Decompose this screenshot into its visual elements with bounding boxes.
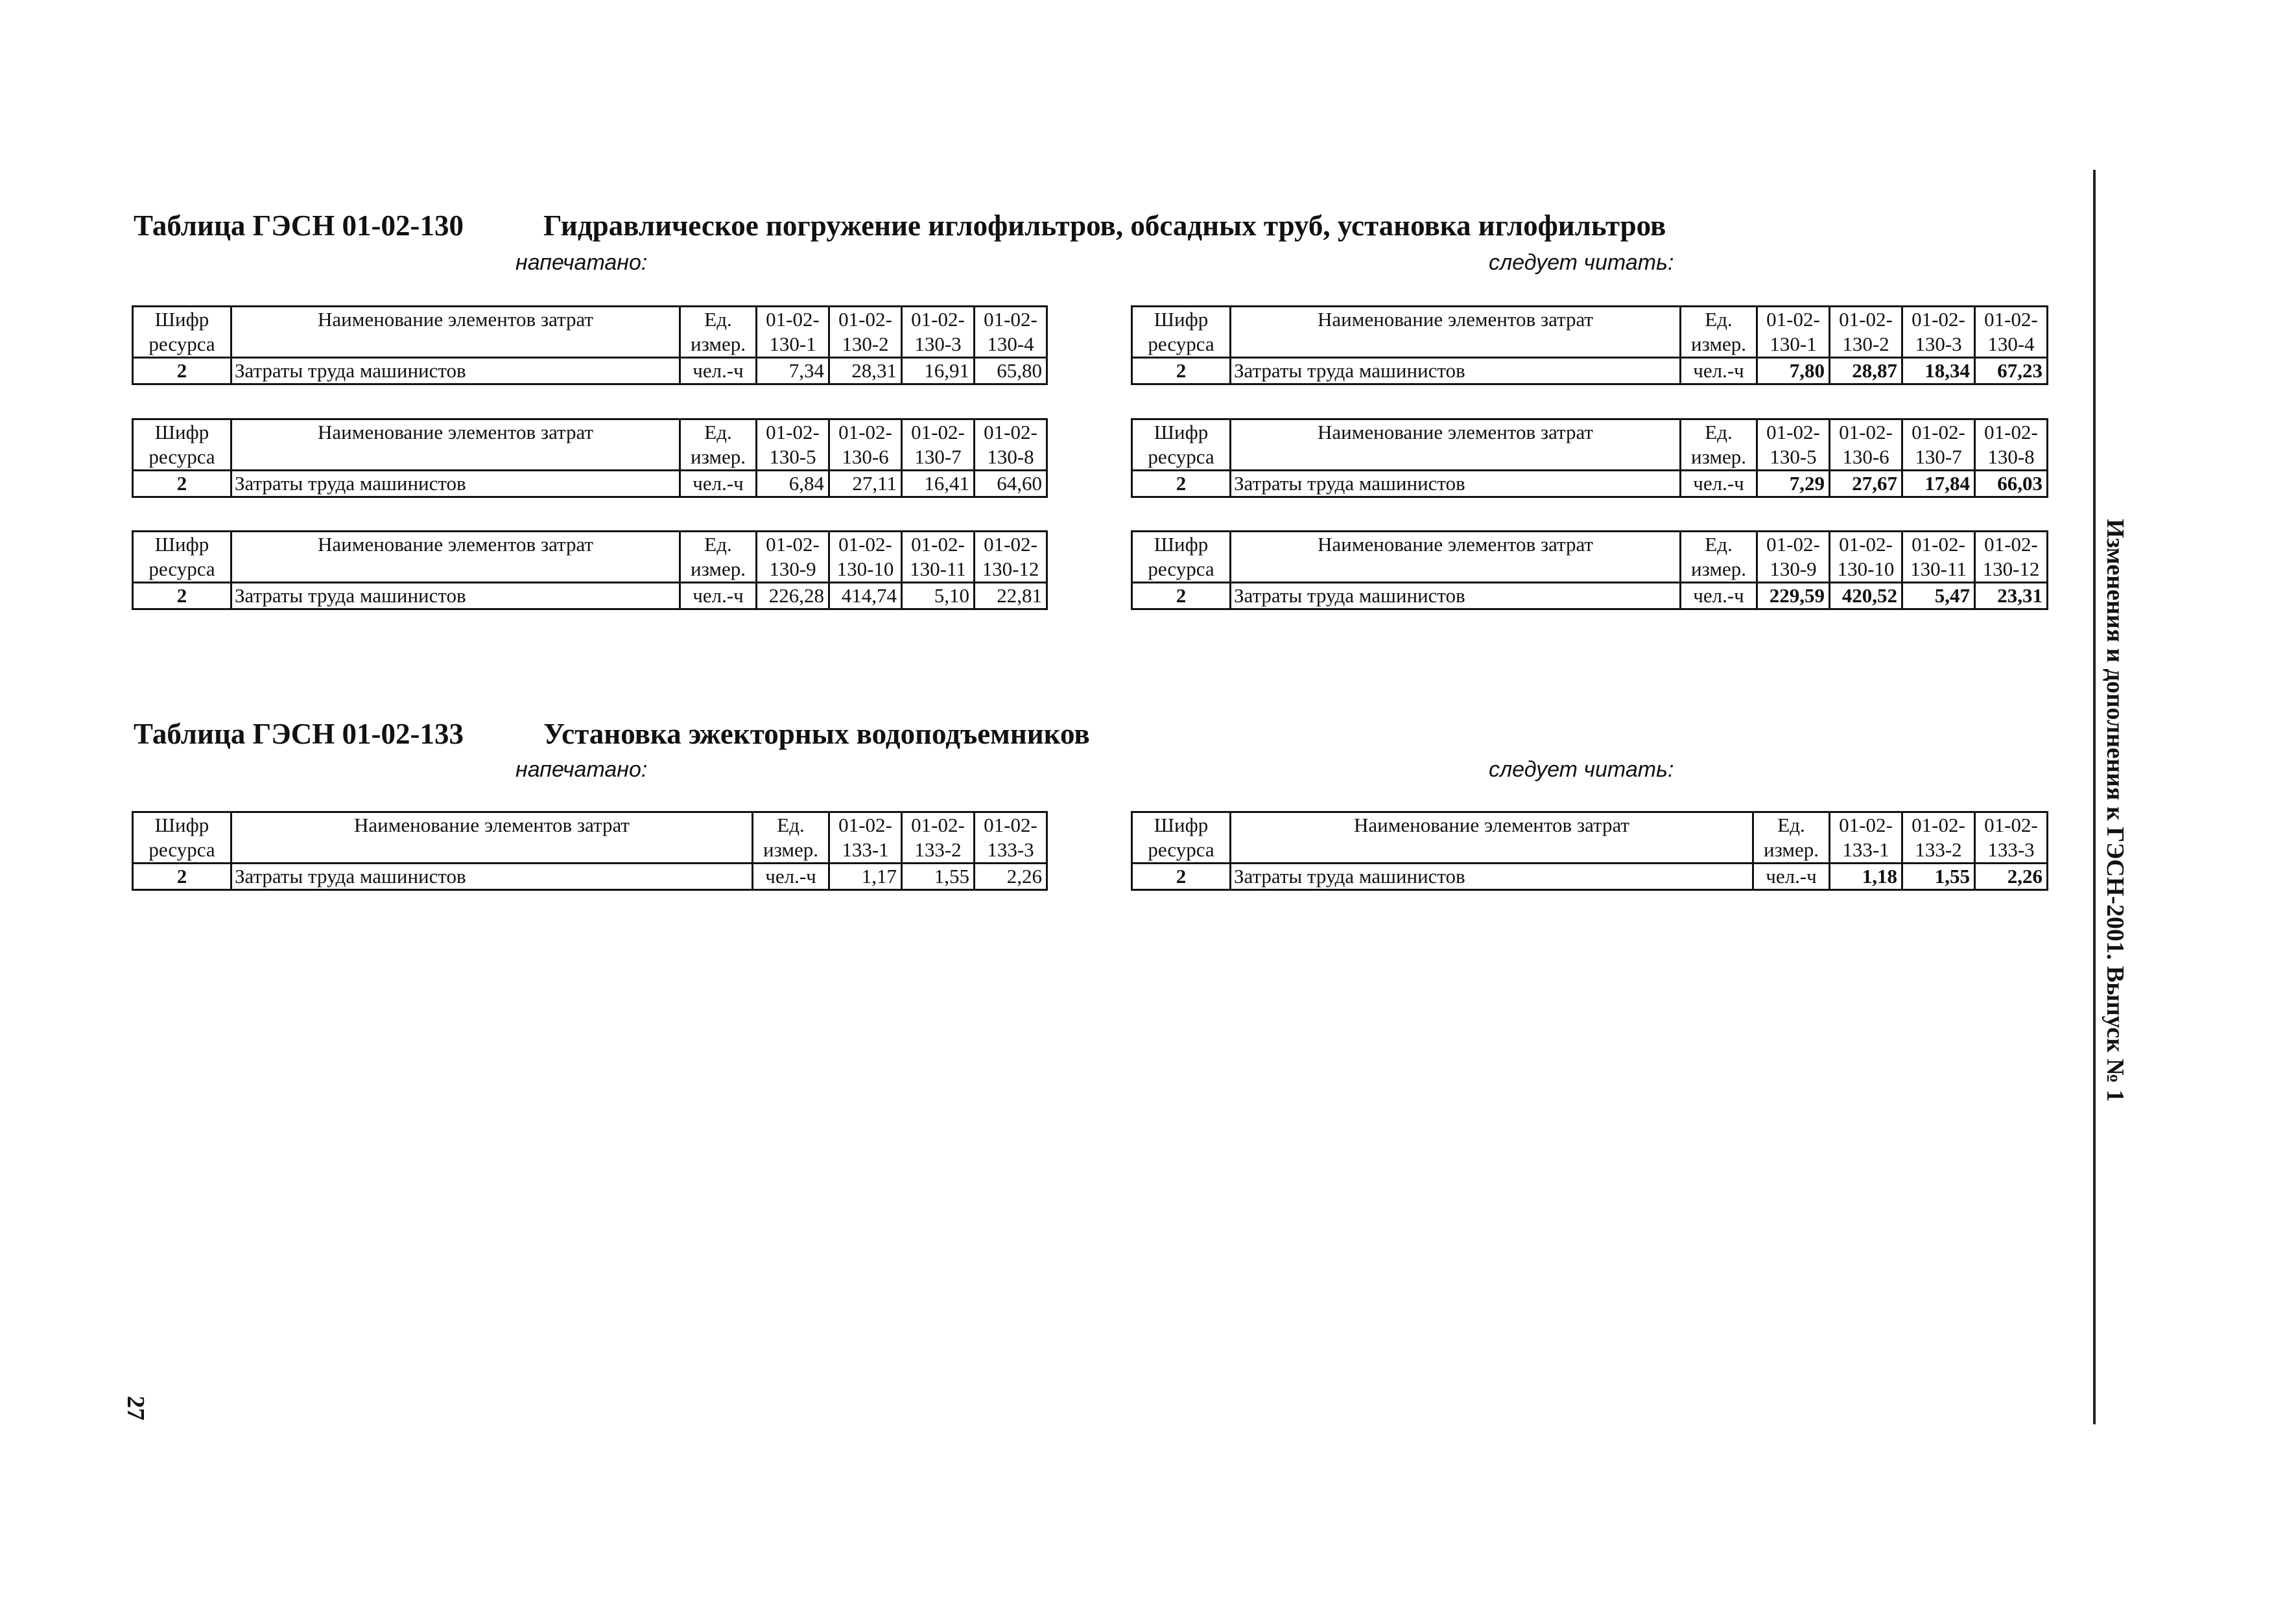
header-unit-line1: Ед. [704,308,732,331]
header-norm-code [1975,812,2048,864]
header-norm-suffix: 130-7 [1915,445,1962,468]
header-cost-element [1231,532,1681,583]
header-norm-suffix: 133-3 [1987,838,2035,861]
header-norm-prefix: 01-02- [838,421,892,443]
header-norm-suffix: 133-2 [914,838,962,861]
header-unit [680,419,757,471]
unit-cell: чел.-ч [1681,583,1757,609]
value-cell: 2,26 [975,864,1047,890]
value-cell: 28,87 [1830,358,1902,384]
unit-cell: чел.-ч [1681,471,1757,497]
header-norm-prefix: 01-02- [1912,533,1965,556]
header-norm-suffix: 130-2 [1842,333,1889,355]
header-norm-prefix: 01-02- [911,533,965,556]
header-norm-suffix: 130-9 [1770,558,1817,580]
header-code-line1: Шифр [1154,533,1209,556]
page-number: 27 [122,1396,149,1420]
header-norm-code [975,532,1047,583]
header-code-line1: Шифр [154,421,209,443]
value-cell: 27,67 [1830,471,1902,497]
header-norm-prefix: 01-02- [984,421,1037,443]
cost-element-cell: Затраты труда машинистов [1231,864,1753,890]
header-unit-line1: Ед. [704,533,732,556]
header-code-line2: ресурса [1148,558,1214,580]
header-norm-suffix: 130-6 [842,445,889,468]
header-unit-line1: Ед. [1705,421,1733,443]
header-code-line2: ресурса [148,558,215,580]
header-code-line2: ресурса [1148,445,1214,468]
value-cell: 1,18 [1830,864,1902,890]
resource-code-cell: 2 [1132,583,1231,609]
value-cell: 16,91 [902,358,975,384]
unit-cell: чел.-ч [680,358,757,384]
section2-correct-caption: следует читать: [1489,757,1674,782]
header-unit-line2: измер. [690,333,746,355]
header-norm-prefix: 01-02- [1912,814,1965,836]
section2-title: Установка эжекторных водоподъемников [543,718,1090,750]
table-header-row [133,812,1047,864]
value-cell: 2,26 [1975,864,2048,890]
table-header-row [1132,419,2048,471]
header-code-line1: Шифр [1154,814,1209,836]
header-resource-code [1132,532,1231,583]
header-norm-prefix: 01-02- [911,421,965,443]
section1-printed-caption: напечатано: [515,250,648,275]
section2-table-label: Таблица ГЭСН 01-02-133 [134,718,464,750]
header-norm-code [829,419,902,471]
header-norm-suffix: 130-1 [769,333,816,355]
header-norm-code [757,419,829,471]
header-norm-code [902,532,975,583]
value-cell: 64,60 [975,471,1047,497]
header-norm-code [1902,812,1975,864]
resource-code-cell: 2 [1132,471,1231,497]
value-cell: 1,55 [1902,864,1975,890]
table-row [133,583,1047,609]
header-unit-line2: измер. [1690,333,1747,355]
header-norm-suffix: 130-4 [1987,333,2035,355]
header-norm-prefix: 01-02- [766,533,820,556]
header-norm-prefix: 01-02- [766,421,820,443]
header-norm-code [1975,532,2048,583]
header-resource-code [1132,812,1231,864]
header-resource-code [133,532,231,583]
header-unit-line1: Ед. [1705,533,1733,556]
header-norm-prefix: 01-02- [984,533,1037,556]
value-cell: 6,84 [757,471,829,497]
header-unit [1681,419,1757,471]
value-cell: 1,17 [829,864,902,890]
header-cost-element-label: Наименование элементов затрат [1318,533,1593,556]
header-norm-prefix: 01-02- [1912,421,1965,443]
header-norm-suffix: 130-12 [982,558,1039,580]
header-resource-code [1132,419,1231,471]
header-cost-element [231,532,680,583]
value-cell: 5,47 [1902,583,1975,609]
header-cost-element [231,812,753,864]
header-norm-code [1830,812,1902,864]
header-norm-prefix: 01-02- [911,308,965,331]
header-norm-suffix: 130-5 [769,445,816,468]
table-header-row [1132,307,2048,358]
header-norm-code [975,812,1047,864]
header-norm-prefix: 01-02- [838,308,892,331]
header-norm-prefix: 01-02- [984,308,1037,331]
header-norm-suffix: 130-3 [914,333,962,355]
header-norm-code [829,812,902,864]
value-cell: 7,34 [757,358,829,384]
header-norm-suffix: 130-10 [1837,558,1895,580]
header-norm-suffix: 130-8 [1987,445,2035,468]
header-unit-line2: измер. [1690,445,1747,468]
header-cost-element-label: Наименование элементов затрат [318,533,593,556]
header-unit-line1: Ед. [1777,814,1805,836]
header-norm-suffix: 133-3 [987,838,1034,861]
unit-cell: чел.-ч [1681,358,1757,384]
header-unit [1681,532,1757,583]
header-norm-prefix: 01-02- [838,533,892,556]
header-norm-suffix: 130-3 [1915,333,1962,355]
printed-table-130-1-4 [132,305,1048,385]
header-norm-suffix: 130-11 [910,558,966,580]
table-row [133,471,1047,497]
header-cost-element-label: Наименование элементов затрат [318,308,593,331]
header-norm-suffix: 130-6 [1842,445,1889,468]
header-norm-code [1757,532,1830,583]
header-norm-prefix: 01-02- [1912,308,1965,331]
header-unit-line2: измер. [763,838,819,861]
header-code-line2: ресурса [148,333,215,355]
header-norm-code [1830,307,1902,358]
header-norm-suffix: 133-2 [1915,838,1962,861]
header-norm-suffix: 130-4 [987,333,1034,355]
value-cell: 65,80 [975,358,1047,384]
table-row [1132,358,2048,384]
header-cost-element-label: Наименование элементов затрат [1318,308,1593,331]
header-norm-prefix: 01-02- [1766,533,1820,556]
header-norm-code [975,307,1047,358]
cost-element-cell: Затраты труда машинистов [231,358,680,384]
header-cost-element [231,419,680,471]
value-cell: 420,52 [1830,583,1902,609]
table-header-row [133,419,1047,471]
header-cost-element-label: Наименование элементов затрат [1318,421,1593,443]
header-norm-suffix: 130-11 [1910,558,1967,580]
header-norm-code [1975,419,2048,471]
header-code-line2: ресурса [1148,838,1214,861]
value-cell: 18,34 [1902,358,1975,384]
header-cost-element-label: Наименование элементов затрат [1354,814,1629,836]
resource-code-cell: 2 [133,864,231,890]
value-cell: 7,80 [1757,358,1830,384]
header-resource-code [133,812,231,864]
header-cost-element-label: Наименование элементов затрат [354,814,630,836]
header-norm-code [1830,419,1902,471]
printed-table-130-9-12 [132,530,1048,610]
header-cost-element [1231,307,1681,358]
header-norm-code [1975,307,2048,358]
header-code-line2: ресурса [148,838,215,861]
header-norm-prefix: 01-02- [1839,308,1893,331]
header-norm-code [975,419,1047,471]
unit-cell: чел.-ч [1753,864,1830,890]
header-unit-line1: Ед. [1705,308,1733,331]
header-norm-code [829,532,902,583]
header-cost-element [1231,812,1753,864]
header-resource-code [133,419,231,471]
table-row [1132,471,2048,497]
header-norm-prefix: 01-02- [1766,308,1820,331]
header-norm-suffix: 130-2 [842,333,889,355]
header-norm-suffix: 130-8 [987,445,1034,468]
header-norm-prefix: 01-02- [1839,533,1893,556]
header-norm-prefix: 01-02- [766,308,820,331]
header-norm-prefix: 01-02- [1839,421,1893,443]
cost-element-cell: Затраты труда машинистов [231,864,753,890]
unit-cell: чел.-ч [680,471,757,497]
value-cell: 67,23 [1975,358,2048,384]
header-code-line1: Шифр [1154,421,1209,443]
cost-element-cell: Затраты труда машинистов [231,471,680,497]
header-unit [680,532,757,583]
resource-code-cell: 2 [133,583,231,609]
header-norm-prefix: 01-02- [838,814,892,836]
table-row [133,358,1047,384]
value-cell: 28,31 [829,358,902,384]
corrected-table-130-9-12 [1131,530,2048,610]
header-unit-line2: измер. [1690,558,1747,580]
header-norm-suffix: 133-1 [842,838,889,861]
resource-code-cell: 2 [1132,358,1231,384]
resource-code-cell: 2 [133,471,231,497]
header-unit [680,307,757,358]
header-norm-prefix: 01-02- [911,814,965,836]
header-unit [1753,812,1830,864]
header-unit-line1: Ед. [704,421,732,443]
value-cell: 7,29 [1757,471,1830,497]
value-cell: 22,81 [975,583,1047,609]
section1-table-label: Таблица ГЭСН 01-02-130 [134,209,464,242]
table-row [1132,583,2048,609]
header-norm-suffix: 130-5 [1770,445,1817,468]
cost-element-cell: Затраты труда машинистов [1231,471,1681,497]
header-unit-line2: измер. [1763,838,1819,861]
header-cost-element [1231,419,1681,471]
value-cell: 27,11 [829,471,902,497]
header-norm-suffix: 130-12 [1982,558,2040,580]
header-norm-prefix: 01-02- [1839,814,1893,836]
header-norm-suffix: 130-1 [1770,333,1817,355]
printed-table-130-5-8 [132,418,1048,498]
value-cell: 229,59 [1757,583,1830,609]
header-norm-prefix: 01-02- [1984,421,2038,443]
header-norm-suffix: 133-1 [1842,838,1889,861]
header-norm-prefix: 01-02- [1984,533,2038,556]
section1-correct-caption: следует читать: [1489,250,1674,275]
section2-printed-caption: напечатано: [515,757,648,782]
header-norm-code [1830,532,1902,583]
header-code-line1: Шифр [1154,308,1209,331]
corrected-table-130-1-4 [1131,305,2048,385]
table-header-row [1132,532,2048,583]
header-code-line1: Шифр [154,814,209,836]
resource-code-cell: 2 [133,358,231,384]
value-cell: 16,41 [902,471,975,497]
margin-rule [2093,170,2096,1424]
header-code-line2: ресурса [148,445,215,468]
header-norm-prefix: 01-02- [984,814,1037,836]
header-unit-line1: Ед. [777,814,805,836]
header-unit-line2: измер. [690,558,746,580]
header-cost-element [231,307,680,358]
side-caption: Изменения и дополнения к ГЭСН-2001. Выпуск № 1 [2101,519,2129,1102]
header-norm-code [1902,307,1975,358]
header-resource-code [1132,307,1231,358]
header-norm-code [902,307,975,358]
table-header-row [133,532,1047,583]
unit-cell: чел.-ч [680,583,757,609]
unit-cell: чел.-ч [753,864,829,890]
header-unit-line2: измер. [690,445,746,468]
header-norm-prefix: 01-02- [1766,421,1820,443]
section1-title: Гидравлическое погружение иглофильтров, обсадных труб, установка иглофильтров [543,209,1666,242]
table-header-row [1132,812,2048,864]
corrected-table-130-5-8 [1131,418,2048,498]
corrected-table-133 [1131,811,2048,891]
table-row [133,864,1047,890]
value-cell: 414,74 [829,583,902,609]
header-norm-code [757,532,829,583]
header-norm-suffix: 130-9 [769,558,816,580]
header-norm-code [902,812,975,864]
resource-code-cell: 2 [1132,864,1231,890]
header-norm-prefix: 01-02- [1984,308,2038,331]
header-norm-code [1902,419,1975,471]
table-row [1132,864,2048,890]
header-norm-code [902,419,975,471]
value-cell: 5,10 [902,583,975,609]
header-norm-code [1757,307,1830,358]
printed-table-133 [132,811,1048,891]
cost-element-cell: Затраты труда машинистов [1231,358,1681,384]
header-cost-element-label: Наименование элементов затрат [318,421,593,443]
header-code-line2: ресурса [1148,333,1214,355]
value-cell: 1,55 [902,864,975,890]
value-cell: 23,31 [1975,583,2048,609]
header-norm-code [757,307,829,358]
header-code-line1: Шифр [154,533,209,556]
header-norm-suffix: 130-10 [836,558,894,580]
value-cell: 66,03 [1975,471,2048,497]
value-cell: 17,84 [1902,471,1975,497]
header-norm-code [1902,532,1975,583]
header-norm-code [829,307,902,358]
header-norm-prefix: 01-02- [1984,814,2038,836]
table-header-row [133,307,1047,358]
cost-element-cell: Затраты труда машинистов [231,583,680,609]
header-code-line1: Шифр [154,308,209,331]
header-resource-code [133,307,231,358]
header-unit [753,812,829,864]
cost-element-cell: Затраты труда машинистов [1231,583,1681,609]
header-norm-suffix: 130-7 [914,445,962,468]
header-norm-code [1757,419,1830,471]
header-unit [1681,307,1757,358]
value-cell: 226,28 [757,583,829,609]
